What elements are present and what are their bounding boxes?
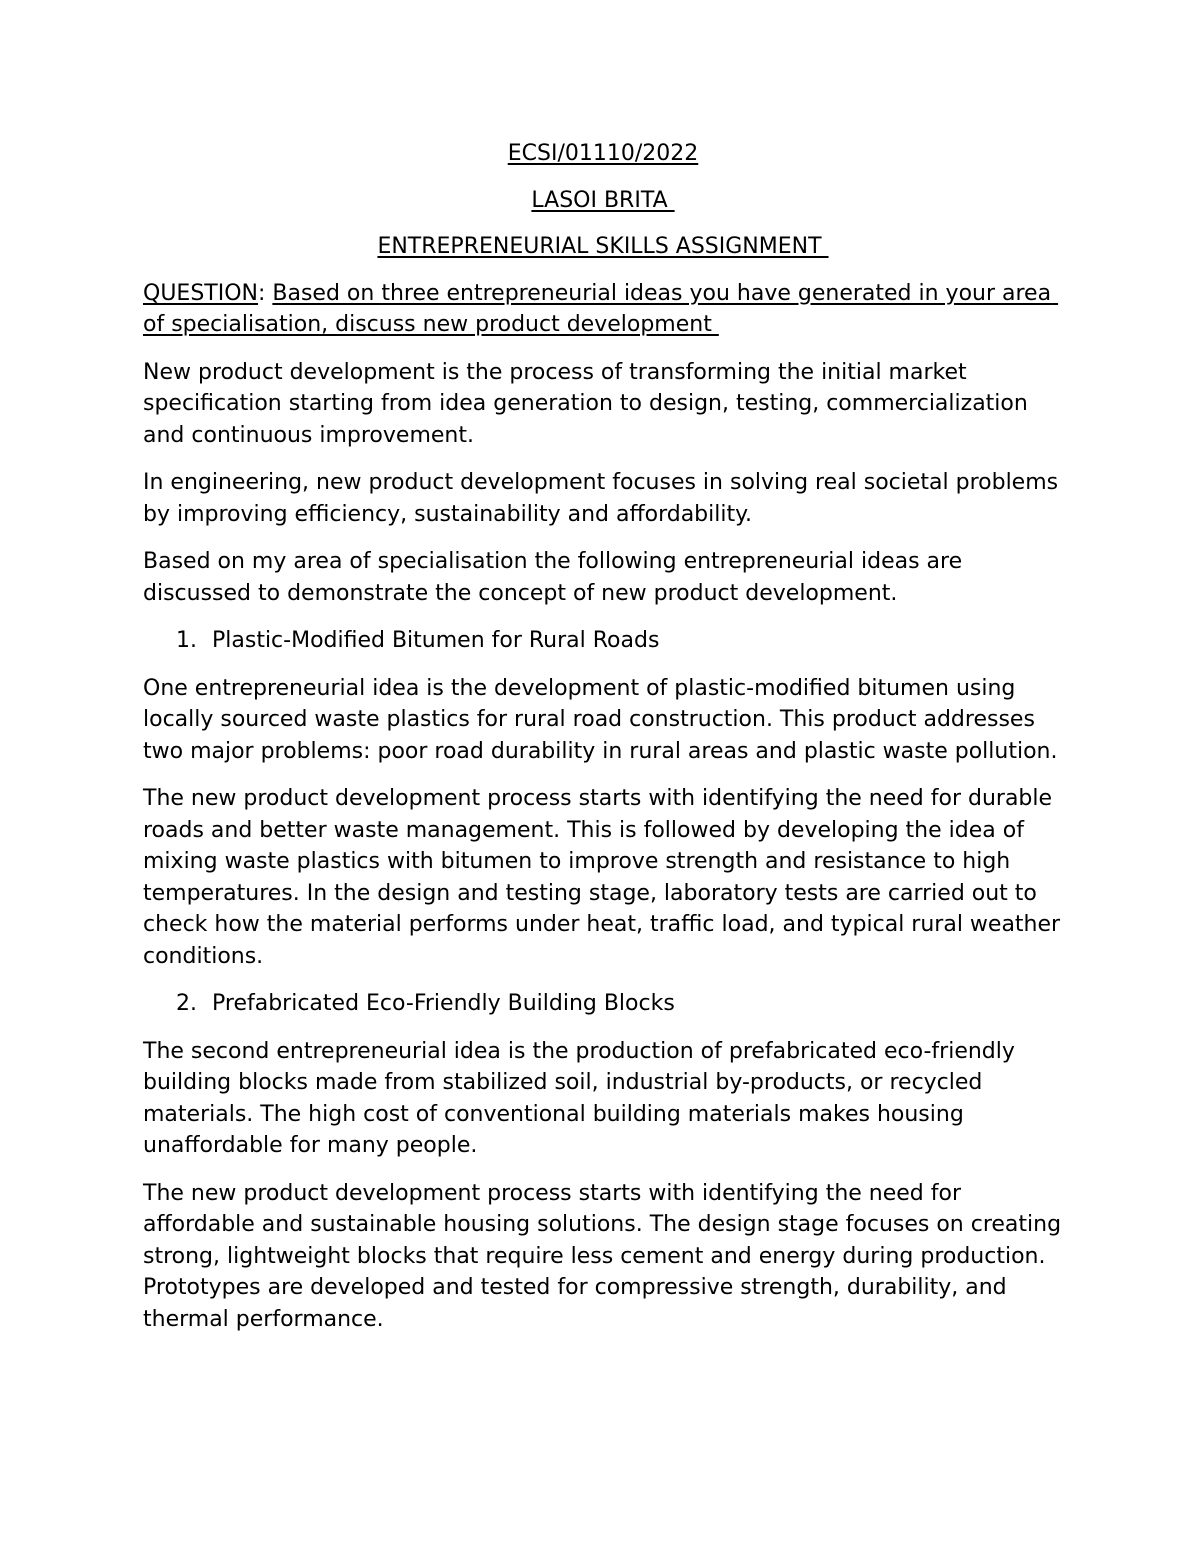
idea-heading-2	[143, 988, 1063, 1020]
document-page	[143, 138, 1063, 1351]
intro-paragraph-engineering: In engineering, new product development focuses in solving real societal problems by improving efficiency, sustainability and affordability.	[143, 470, 1059, 527]
idea-2-paragraph-process: The new product development process starts with identifying the need for affordable and sustainable housing solutions. The design stage focuses on creating strong, lightweight blocks that require less cement and energy during production. Prototypes are developed and tested for compressive strength, durability, and thermal performance.	[143, 1180, 1062, 1332]
question-separator: :	[257, 280, 273, 306]
idea-number: 1.	[176, 628, 197, 653]
idea-number: 2.	[176, 991, 197, 1016]
question-text: Based on three entrepreneurial ideas you have generated in your area of specialisation, discuss new product development	[143, 280, 1059, 337]
student-name-line	[143, 185, 1063, 217]
student-id: ECSI/01110/2022	[507, 141, 699, 166]
idea-2-paragraph-description: The second entrepreneurial idea is the production of prefabricated eco-friendly building blocks made from stabilized soil, industrial by-products, or recycled materials. The high cost of conventional building materials makes housing unaffordable for many people.	[143, 1038, 1015, 1158]
idea-title: Prefabricated Eco-Friendly Building Blocks	[212, 991, 675, 1016]
idea-title: Plastic-Modified Bitumen for Rural Roads	[212, 628, 660, 653]
question-block	[143, 278, 1063, 341]
assignment-title: ENTREPRENEURIAL SKILLS ASSIGNMENT	[377, 234, 829, 259]
intro-paragraph-definition: New product development is the process of transforming the initial market specification starting from idea generation to design, testing, commercialization and continuous improvement.	[143, 359, 1028, 448]
idea-1-paragraph-description: One entrepreneurial idea is the development of plastic-modified bitumen using locally sourced waste plastics for rural road construction. This product addresses two major problems: poor road durability in rural areas and plastic waste pollution.	[143, 675, 1058, 764]
assignment-title-line	[143, 231, 1063, 263]
student-id-line	[143, 138, 1063, 170]
student-name: LASOI BRITA	[531, 187, 675, 213]
idea-1-paragraph-process: The new product development process starts with identifying the need for durable roads and better waste management. This is followed by developing the idea of mixing waste plastics with bitumen to improve strength and resistance to high temperatures. In the design and testing stage, laboratory tests are carried out to check how the material performs under heat, traffic load, and typical rural weather conditions.	[143, 786, 1061, 969]
idea-heading-1	[143, 625, 1063, 657]
question-label: QUESTION	[143, 280, 258, 306]
intro-paragraph-ideas: Based on my area of specialisation the following entrepreneurial ideas are discussed to demonstrate the concept of new product development.	[143, 549, 963, 606]
